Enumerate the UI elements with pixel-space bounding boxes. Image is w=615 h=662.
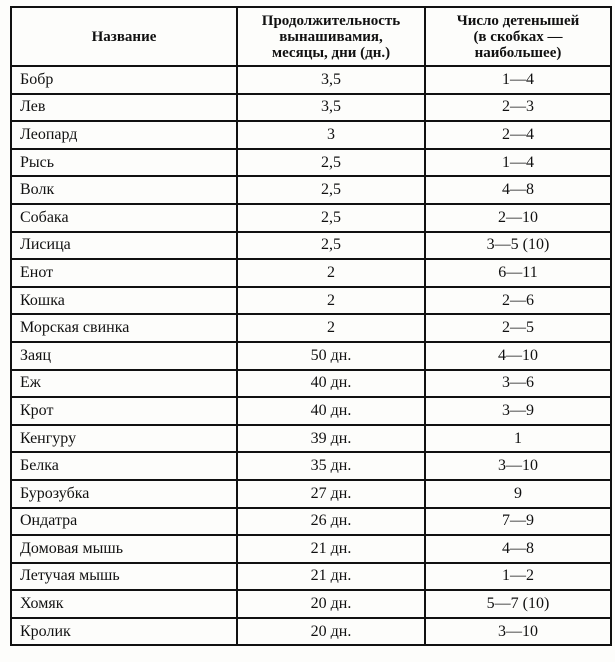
table-row [11,94,611,122]
table-row [11,425,611,453]
offspring-count-cell: 7—9 [425,508,611,536]
offspring-count-cell: 4—8 [425,176,611,204]
table-row [11,370,611,398]
animal-name-cell: Лев [11,94,237,122]
animal-name-cell: Домовая мышь [11,535,237,563]
gestation-duration-cell: 20 дн. [237,590,425,618]
offspring-count-cell: 2—4 [425,121,611,149]
animal-name-cell: Собака [11,204,237,232]
animal-name-cell: Заяц [11,342,237,370]
table-row [11,121,611,149]
gestation-duration-cell: 35 дн. [237,452,425,480]
header-duration-line: вынашивамия, [279,28,383,45]
gestation-duration-cell: 2 [237,314,425,342]
gestation-duration-cell: 40 дн. [237,397,425,425]
offspring-count-cell: 4—10 [425,342,611,370]
offspring-count-cell: 5—7 (10) [425,590,611,618]
offspring-count-cell: 3—10 [425,452,611,480]
animal-name-cell: Ондатра [11,508,237,536]
animal-name-cell: Крот [11,397,237,425]
table-row [11,480,611,508]
table-row [11,563,611,591]
header-offspring-line: Число детенышей [456,12,580,29]
offspring-count-cell: 3—6 [425,370,611,398]
gestation-table [10,6,612,646]
offspring-count-cell: 2—3 [425,94,611,122]
offspring-count-cell: 2—10 [425,204,611,232]
gestation-duration-cell: 2 [237,287,425,315]
offspring-count-cell: 1 [425,425,611,453]
header-name: Название [11,7,237,66]
gestation-duration-cell: 3,5 [237,94,425,122]
animal-name-cell: Бурозубка [11,480,237,508]
animal-name-cell: Летучая мышь [11,563,237,591]
animal-name-cell: Енот [11,259,237,287]
gestation-duration-cell: 20 дн. [237,618,425,646]
header-offspring-line: (в скобках — [473,28,563,45]
table-row [11,590,611,618]
animal-name-cell: Еж [11,370,237,398]
animal-name-cell: Хомяк [11,590,237,618]
offspring-count-cell: 4—8 [425,535,611,563]
animal-name-cell: Бобр [11,66,237,94]
table-row [11,287,611,315]
offspring-count-cell: 1—4 [425,66,611,94]
offspring-count-cell: 3—5 (10) [425,232,611,260]
gestation-duration-cell: 26 дн. [237,508,425,536]
gestation-duration-cell: 21 дн. [237,563,425,591]
table-row [11,618,611,646]
animal-name-cell: Кошка [11,287,237,315]
animal-name-cell: Рысь [11,149,237,177]
animal-name-cell: Морская свинка [11,314,237,342]
gestation-duration-cell: 2,5 [237,149,425,177]
table-row [11,452,611,480]
table-row [11,342,611,370]
offspring-count-cell: 1—4 [425,149,611,177]
header-duration-line: Продолжительность [261,12,401,29]
gestation-duration-cell: 3 [237,121,425,149]
offspring-count-cell: 9 [425,480,611,508]
header-row [11,7,611,66]
animal-name-cell: Волк [11,176,237,204]
table-row [11,149,611,177]
animal-name-cell: Белка [11,452,237,480]
animal-name-cell: Леопард [11,121,237,149]
table-row [11,66,611,94]
animal-name-cell: Кенгуру [11,425,237,453]
table-row [11,232,611,260]
gestation-duration-cell: 40 дн. [237,370,425,398]
offspring-count-cell: 3—9 [425,397,611,425]
animal-name-cell: Лисица [11,232,237,260]
header-offspring [425,7,611,66]
gestation-duration-cell: 21 дн. [237,535,425,563]
animal-name-cell: Кролик [11,618,237,646]
gestation-duration-cell: 3,5 [237,66,425,94]
gestation-duration-cell: 2,5 [237,204,425,232]
gestation-duration-cell: 2 [237,259,425,287]
table-row [11,397,611,425]
gestation-duration-cell: 2,5 [237,176,425,204]
table-row [11,176,611,204]
table-row [11,259,611,287]
gestation-duration-cell: 50 дн. [237,342,425,370]
header-duration [237,7,425,66]
table-row [11,204,611,232]
offspring-count-cell: 3—10 [425,618,611,646]
offspring-count-cell: 2—5 [425,314,611,342]
gestation-duration-cell: 2,5 [237,232,425,260]
offspring-count-cell: 2—6 [425,287,611,315]
offspring-count-cell: 6—11 [425,259,611,287]
gestation-duration-cell: 39 дн. [237,425,425,453]
table-row [11,314,611,342]
offspring-count-cell: 1—2 [425,563,611,591]
table-row [11,535,611,563]
header-duration-line: месяцы, дни (дн.) [271,44,391,61]
table-row [11,508,611,536]
gestation-duration-cell: 27 дн. [237,480,425,508]
header-offspring-line: наибольшее) [474,44,562,61]
